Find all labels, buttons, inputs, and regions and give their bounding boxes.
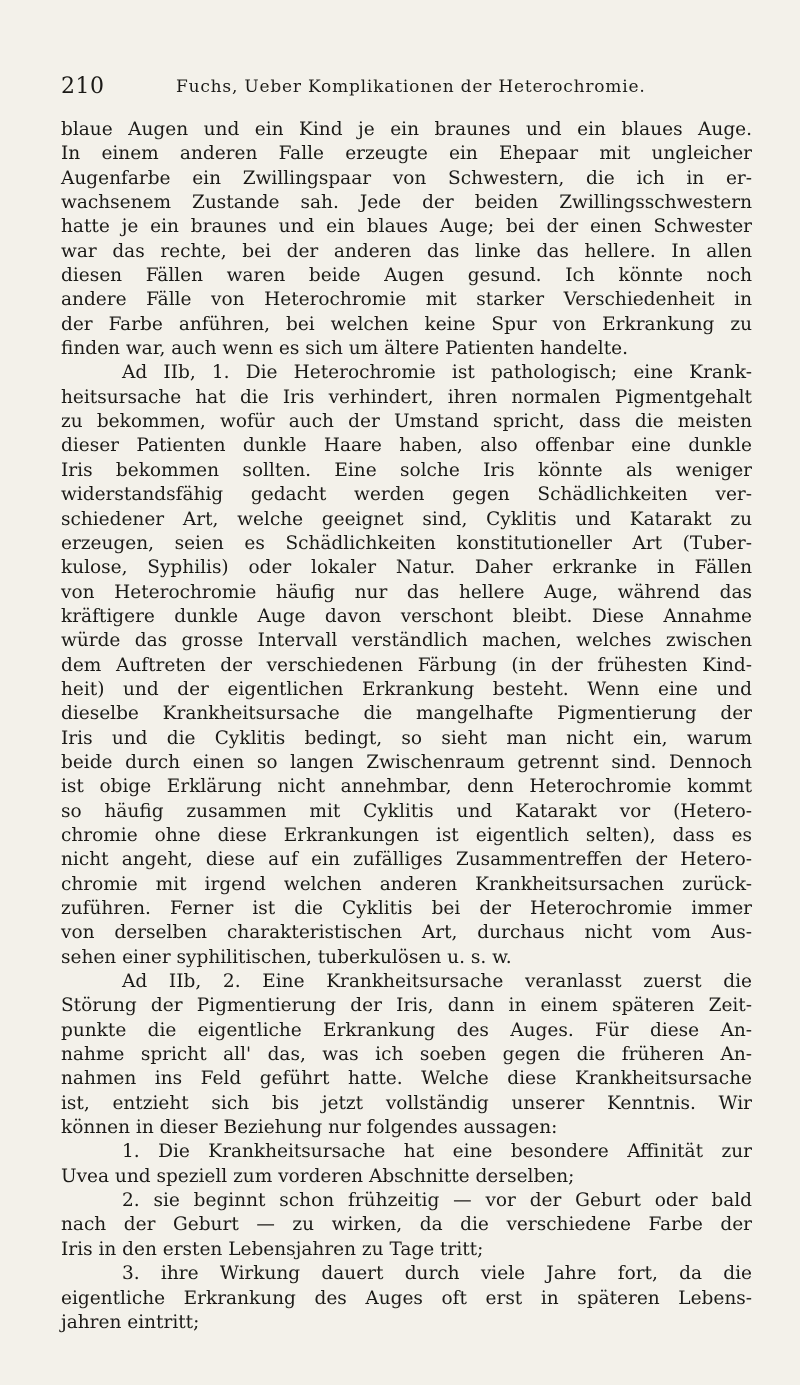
text-line: war das rechte, bei der anderen das linke das hellere. In allen [61, 240, 752, 262]
page-header [61, 74, 751, 104]
list-item-line: 3. ihre Wirkung dauert durch viele Jahre fort, da die [122, 1263, 752, 1285]
text-line: nahme spricht all' das, was ich soeben gegen die früheren An- [61, 1044, 752, 1066]
running-head: Fuchs, Ueber Komplikationen der Heterochromie. [176, 77, 646, 97]
text-line: blaue Augen und ein Kind je ein braunes und ein blaues Auge. [61, 119, 752, 140]
text-line: Iris und die Cyklitis bedingt, so sieht man nicht ein, warum [61, 727, 752, 749]
text-line: kulose, Syphilis) oder lokaler Natur. Daher erkranke in Fällen [61, 557, 752, 579]
body-text [61, 118, 752, 1335]
page-number: 210 [61, 74, 105, 99]
text-line: beide durch einen so langen Zwischenraum getrennt sind. Dennoch [61, 751, 752, 773]
text-line: nahmen ins Feld geführt hatte. Welche diese Krankheitsursache [61, 1068, 752, 1090]
text-line: finden war, auch wenn es sich um ältere Patienten handelte. [61, 338, 628, 360]
text-line: der Farbe anführen, bei welchen keine Spur von Erkrankung zu [61, 313, 752, 335]
text-line: sehen einer syphilitischen, tuberkulösen u. s. w. [61, 946, 512, 968]
text-line: so häufig zusammen mit Cyklitis und Katarakt vor (Hetero- [61, 800, 752, 822]
text-line: Augenfarbe ein Zwillingspaar von Schwestern, die ich in er- [61, 167, 752, 189]
text-line: zu bekommen, wofür auch der Umstand spricht, dass die meisten [61, 411, 752, 433]
text-line: heit) und der eigentlichen Erkrankung besteht. Wenn eine und [61, 678, 752, 700]
text-line: chromie ohne diese Erkrankungen ist eigentlich selten), dass es [61, 824, 752, 846]
text-line: ist obige Erklärung nicht annehmbar, denn Heterochromie kommt [61, 776, 752, 798]
text-line: kräftigere dunkle Auge davon verschont bleibt. Diese Annahme [61, 605, 752, 627]
text-line: nicht angeht, diese auf ein zufälliges Zusammentreffen der Hetero- [61, 849, 752, 871]
text-line: Störung der Pigmentierung der Iris, dann in einem späteren Zeit- [61, 995, 752, 1017]
text-line: von Heterochromie häufig nur das hellere Auge, während das [61, 581, 752, 603]
paragraph-start-line: Ad IIb, 1. Die Heterochromie ist pathologisch; eine Krank- [122, 362, 752, 384]
text-line: diesen Fällen waren beide Augen gesund. Ich könnte noch [61, 265, 752, 287]
text-line: punkte die eigentliche Erkrankung des Auges. Für diese An- [61, 1019, 752, 1041]
text-line: wachsenem Zustande sah. Jede der beiden Zwillingsschwestern [61, 192, 752, 214]
text-line: andere Fälle von Heterochromie mit starker Verschiedenheit in [61, 289, 752, 311]
text-line: widerstandsfähig gedacht werden gegen Schädlichkeiten ver- [61, 484, 752, 506]
text-line: dieser Patienten dunkle Haare haben, also offenbar eine dunkle [61, 435, 752, 457]
text-line: zuführen. Ferner ist die Cyklitis bei der Heterochromie immer [61, 898, 752, 919]
paragraph-start-line: Ad IIb, 2. Eine Krankheitsursache veranlasst zuerst die [122, 971, 752, 993]
text-line: nach der Geburt — zu wirken, da die verschiedene Farbe der [61, 1214, 752, 1236]
text-line: dem Auftreten der verschiedenen Färbung (in der frühesten Kind- [61, 654, 752, 676]
text-line: heitsursache hat die Iris verhindert, ihren normalen Pigmentgehalt [61, 386, 752, 408]
text-line: ist, entzieht sich bis jetzt vollständig unserer Kenntnis. Wir [61, 1092, 752, 1114]
text-line: dieselbe Krankheitsursache die mangelhafte Pigmentierung der [61, 703, 752, 725]
text-line: chromie mit irgend welchen anderen Krankheitsursachen zurück- [61, 873, 752, 895]
text-line: würde das grosse Intervall verständlich machen, welches zwischen [61, 630, 752, 652]
text-line: erzeugen, seien es Schädlichkeiten konstitutioneller Art (Tuber- [61, 532, 752, 554]
text-line: hatte je ein braunes und ein blaues Auge; bei der einen Schwester [61, 216, 752, 238]
text-line: Iris in den ersten Lebensjahren zu Tage tritt; [61, 1238, 484, 1260]
text-line: können in dieser Beziehung nur folgendes aussagen: [61, 1117, 558, 1139]
text-line: Uvea und speziell zum vorderen Abschnitte derselben; [61, 1165, 575, 1187]
text-line: jahren eintritt; [61, 1311, 200, 1333]
text-line: schiedener Art, welche geeignet sind, Cyklitis und Katarakt zu [61, 508, 752, 530]
text-line: In einem anderen Falle erzeugte ein Ehepaar mit ungleicher [61, 143, 752, 165]
list-item-line: 2. sie beginnt schon frühzeitig — vor der Geburt oder bald [122, 1190, 752, 1212]
text-line: von derselben charakteristischen Art, durchaus nicht vom Aus- [61, 922, 752, 944]
list-item-line: 1. Die Krankheitsursache hat eine besondere Affinität zur [122, 1141, 752, 1163]
text-line: eigentliche Erkrankung des Auges oft erst in späteren Lebens- [61, 1287, 752, 1309]
text-line: Iris bekommen sollten. Eine solche Iris könnte als weniger [61, 459, 752, 481]
